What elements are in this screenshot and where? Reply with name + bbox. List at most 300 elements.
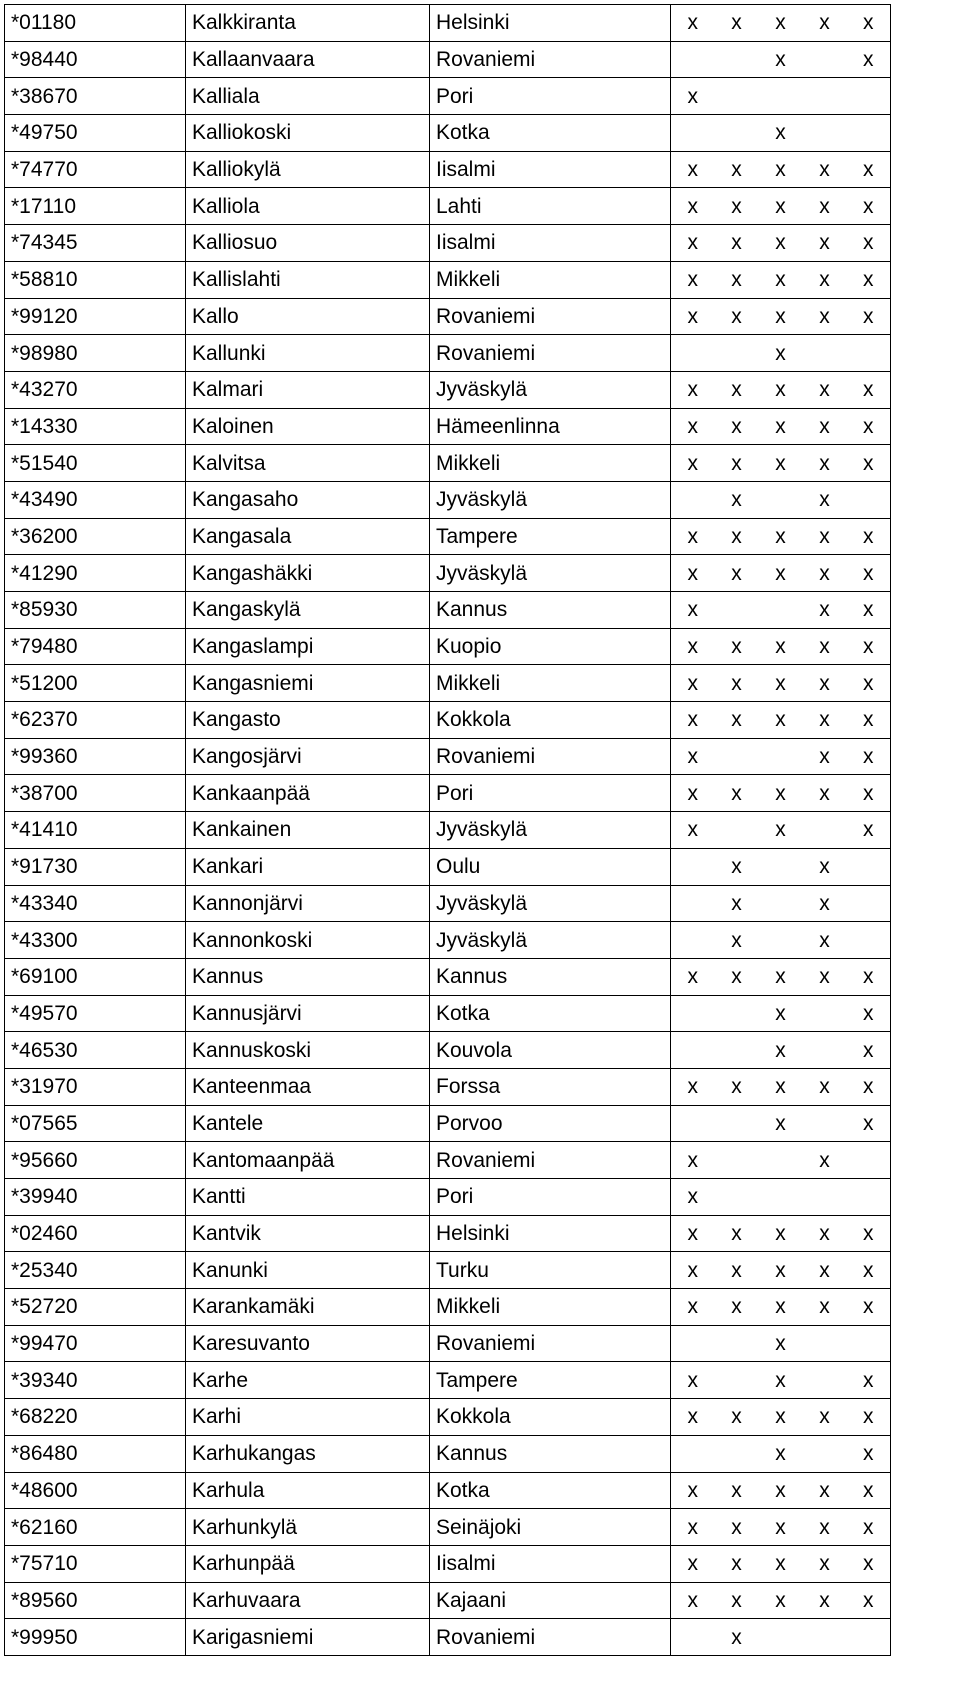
table-row bbox=[5, 188, 891, 225]
table-row bbox=[5, 1179, 891, 1216]
city-cell: Mikkeli bbox=[430, 261, 671, 298]
place-name-cell: Kantti bbox=[186, 1179, 430, 1216]
mark-cell bbox=[847, 922, 891, 959]
city-cell: Iisalmi bbox=[430, 151, 671, 188]
mark-cell bbox=[671, 995, 715, 1032]
place-name-cell: Karhunkylä bbox=[186, 1509, 430, 1546]
table-row bbox=[5, 408, 891, 445]
table-row bbox=[5, 665, 891, 702]
mark-cell: x bbox=[847, 1399, 891, 1436]
mark-cell: x bbox=[759, 1105, 803, 1142]
mark-cell: x bbox=[847, 555, 891, 592]
mark-cell: x bbox=[759, 371, 803, 408]
table-row bbox=[5, 1509, 891, 1546]
mark-cell bbox=[803, 1032, 847, 1069]
mark-cell: x bbox=[715, 848, 759, 885]
mark-cell: x bbox=[715, 5, 759, 42]
city-cell: Kokkola bbox=[430, 702, 671, 739]
mark-cell bbox=[671, 848, 715, 885]
mark-cell: x bbox=[715, 1509, 759, 1546]
mark-cell bbox=[671, 1105, 715, 1142]
mark-cell: x bbox=[671, 1289, 715, 1326]
mark-cell: x bbox=[847, 812, 891, 849]
mark-cell: x bbox=[847, 261, 891, 298]
mark-cell bbox=[803, 41, 847, 78]
table-row bbox=[5, 1582, 891, 1619]
mark-cell: x bbox=[759, 775, 803, 812]
mark-cell: x bbox=[671, 775, 715, 812]
mark-cell bbox=[847, 848, 891, 885]
city-cell: Kokkola bbox=[430, 1399, 671, 1436]
table-row bbox=[5, 1362, 891, 1399]
mark-cell: x bbox=[803, 922, 847, 959]
place-name-cell: Kantele bbox=[186, 1105, 430, 1142]
city-cell: Jyväskylä bbox=[430, 812, 671, 849]
city-cell: Kotka bbox=[430, 115, 671, 152]
mark-cell: x bbox=[671, 1362, 715, 1399]
place-name-cell: Kallo bbox=[186, 298, 430, 335]
place-name-cell: Karhi bbox=[186, 1399, 430, 1436]
mark-cell: x bbox=[715, 1582, 759, 1619]
mark-cell bbox=[847, 885, 891, 922]
place-name-cell: Kaloinen bbox=[186, 408, 430, 445]
city-cell: Jyväskylä bbox=[430, 885, 671, 922]
table-row bbox=[5, 298, 891, 335]
postal-code-cell: *14330 bbox=[5, 408, 186, 445]
mark-cell: x bbox=[715, 702, 759, 739]
table-row bbox=[5, 1435, 891, 1472]
postal-code-cell: *02460 bbox=[5, 1215, 186, 1252]
mark-cell: x bbox=[671, 628, 715, 665]
postal-code-cell: *41290 bbox=[5, 555, 186, 592]
mark-cell: x bbox=[847, 5, 891, 42]
city-cell: Kuopio bbox=[430, 628, 671, 665]
table-row bbox=[5, 151, 891, 188]
city-cell: Tampere bbox=[430, 1362, 671, 1399]
place-name-cell: Karhe bbox=[186, 1362, 430, 1399]
place-name-cell: Kangashäkki bbox=[186, 555, 430, 592]
mark-cell bbox=[759, 481, 803, 518]
mark-cell: x bbox=[759, 1325, 803, 1362]
mark-cell: x bbox=[847, 518, 891, 555]
mark-cell: x bbox=[715, 885, 759, 922]
place-name-cell: Kangasaho bbox=[186, 481, 430, 518]
mark-cell: x bbox=[759, 958, 803, 995]
mark-cell bbox=[715, 1142, 759, 1179]
city-cell: Jyväskylä bbox=[430, 371, 671, 408]
mark-cell: x bbox=[803, 1252, 847, 1289]
mark-cell bbox=[715, 78, 759, 115]
mark-cell: x bbox=[671, 408, 715, 445]
postal-code-cell: *49750 bbox=[5, 115, 186, 152]
mark-cell: x bbox=[715, 1619, 759, 1656]
mark-cell: x bbox=[847, 298, 891, 335]
mark-cell: x bbox=[759, 408, 803, 445]
postal-code-cell: *99360 bbox=[5, 738, 186, 775]
table-row bbox=[5, 775, 891, 812]
mark-cell: x bbox=[803, 1068, 847, 1105]
table-row bbox=[5, 5, 891, 42]
place-name-cell: Kalliokoski bbox=[186, 115, 430, 152]
mark-cell bbox=[847, 335, 891, 372]
mark-cell: x bbox=[847, 958, 891, 995]
city-cell: Pori bbox=[430, 775, 671, 812]
place-name-cell: Karigasniemi bbox=[186, 1619, 430, 1656]
mark-cell: x bbox=[847, 1068, 891, 1105]
mark-cell: x bbox=[803, 555, 847, 592]
place-name-cell: Kalmari bbox=[186, 371, 430, 408]
table-row bbox=[5, 812, 891, 849]
postal-code-cell: *62160 bbox=[5, 1509, 186, 1546]
mark-cell bbox=[759, 78, 803, 115]
table-row bbox=[5, 78, 891, 115]
table-row bbox=[5, 481, 891, 518]
place-name-cell: Kanteenmaa bbox=[186, 1068, 430, 1105]
mark-cell bbox=[715, 335, 759, 372]
mark-cell: x bbox=[803, 665, 847, 702]
mark-cell bbox=[803, 1105, 847, 1142]
mark-cell bbox=[671, 115, 715, 152]
postal-code-cell: *39940 bbox=[5, 1179, 186, 1216]
table-row bbox=[5, 445, 891, 482]
place-name-cell: Kallaanvaara bbox=[186, 41, 430, 78]
mark-cell: x bbox=[847, 1545, 891, 1582]
place-name-cell: Karhula bbox=[186, 1472, 430, 1509]
postal-code-cell: *43270 bbox=[5, 371, 186, 408]
mark-cell: x bbox=[671, 555, 715, 592]
city-cell: Turku bbox=[430, 1252, 671, 1289]
mark-cell: x bbox=[759, 1032, 803, 1069]
postal-code-cell: *74770 bbox=[5, 151, 186, 188]
mark-cell bbox=[759, 738, 803, 775]
mark-cell: x bbox=[847, 1252, 891, 1289]
mark-cell bbox=[847, 1142, 891, 1179]
city-cell: Jyväskylä bbox=[430, 922, 671, 959]
mark-cell: x bbox=[715, 371, 759, 408]
mark-cell: x bbox=[759, 1252, 803, 1289]
mark-cell: x bbox=[671, 592, 715, 629]
city-cell: Jyväskylä bbox=[430, 555, 671, 592]
mark-cell: x bbox=[803, 518, 847, 555]
city-cell: Kannus bbox=[430, 592, 671, 629]
mark-cell: x bbox=[715, 775, 759, 812]
mark-cell: x bbox=[671, 1179, 715, 1216]
city-cell: Kotka bbox=[430, 995, 671, 1032]
city-cell: Jyväskylä bbox=[430, 481, 671, 518]
mark-cell: x bbox=[847, 592, 891, 629]
place-name-cell: Kanunki bbox=[186, 1252, 430, 1289]
table-row bbox=[5, 1215, 891, 1252]
postal-code-cell: *99120 bbox=[5, 298, 186, 335]
table-row bbox=[5, 958, 891, 995]
mark-cell bbox=[671, 41, 715, 78]
city-cell: Lahti bbox=[430, 188, 671, 225]
place-name-cell: Kankainen bbox=[186, 812, 430, 849]
mark-cell: x bbox=[759, 1289, 803, 1326]
place-name-cell: Kangosjärvi bbox=[186, 738, 430, 775]
mark-cell: x bbox=[715, 408, 759, 445]
place-name-cell: Kangasto bbox=[186, 702, 430, 739]
place-name-cell: Karhuvaara bbox=[186, 1582, 430, 1619]
place-name-cell: Kalliosuo bbox=[186, 225, 430, 262]
mark-cell: x bbox=[803, 1545, 847, 1582]
mark-cell: x bbox=[671, 1582, 715, 1619]
mark-cell: x bbox=[671, 812, 715, 849]
mark-cell bbox=[715, 738, 759, 775]
city-cell: Rovaniemi bbox=[430, 1619, 671, 1656]
mark-cell: x bbox=[671, 1399, 715, 1436]
postal-code-cell: *17110 bbox=[5, 188, 186, 225]
mark-cell: x bbox=[803, 1289, 847, 1326]
mark-cell bbox=[671, 885, 715, 922]
mark-cell: x bbox=[759, 225, 803, 262]
place-name-cell: Karhunpää bbox=[186, 1545, 430, 1582]
city-cell: Pori bbox=[430, 1179, 671, 1216]
city-cell: Porvoo bbox=[430, 1105, 671, 1142]
mark-cell: x bbox=[803, 298, 847, 335]
city-cell: Mikkeli bbox=[430, 1289, 671, 1326]
mark-cell: x bbox=[803, 1215, 847, 1252]
mark-cell bbox=[759, 922, 803, 959]
postal-code-cell: *52720 bbox=[5, 1289, 186, 1326]
mark-cell: x bbox=[671, 518, 715, 555]
postal-code-cell: *85930 bbox=[5, 592, 186, 629]
mark-cell: x bbox=[803, 481, 847, 518]
mark-cell: x bbox=[715, 1472, 759, 1509]
mark-cell: x bbox=[847, 1362, 891, 1399]
mark-cell: x bbox=[671, 151, 715, 188]
mark-cell: x bbox=[715, 151, 759, 188]
city-cell: Helsinki bbox=[430, 5, 671, 42]
mark-cell bbox=[759, 1179, 803, 1216]
mark-cell: x bbox=[847, 445, 891, 482]
mark-cell: x bbox=[671, 1068, 715, 1105]
mark-cell: x bbox=[803, 1509, 847, 1546]
mark-cell: x bbox=[715, 922, 759, 959]
mark-cell: x bbox=[715, 445, 759, 482]
table-row bbox=[5, 555, 891, 592]
mark-cell: x bbox=[759, 1068, 803, 1105]
city-cell: Forssa bbox=[430, 1068, 671, 1105]
mark-cell: x bbox=[759, 1509, 803, 1546]
mark-cell: x bbox=[803, 1472, 847, 1509]
table-row bbox=[5, 1032, 891, 1069]
place-name-cell: Karesuvanto bbox=[186, 1325, 430, 1362]
table-row bbox=[5, 628, 891, 665]
mark-cell: x bbox=[803, 188, 847, 225]
mark-cell bbox=[671, 1325, 715, 1362]
place-name-cell: Karhukangas bbox=[186, 1435, 430, 1472]
mark-cell: x bbox=[847, 1582, 891, 1619]
postal-code-cell: *39340 bbox=[5, 1362, 186, 1399]
mark-cell: x bbox=[803, 445, 847, 482]
mark-cell bbox=[847, 1179, 891, 1216]
mark-cell: x bbox=[759, 115, 803, 152]
mark-cell: x bbox=[759, 1215, 803, 1252]
mark-cell: x bbox=[803, 738, 847, 775]
table-row bbox=[5, 335, 891, 372]
mark-cell bbox=[671, 1435, 715, 1472]
mark-cell: x bbox=[671, 1472, 715, 1509]
mark-cell: x bbox=[759, 298, 803, 335]
mark-cell: x bbox=[847, 408, 891, 445]
mark-cell: x bbox=[715, 958, 759, 995]
mark-cell: x bbox=[671, 225, 715, 262]
mark-cell: x bbox=[759, 665, 803, 702]
mark-cell: x bbox=[847, 1289, 891, 1326]
place-name-cell: Kangaskylä bbox=[186, 592, 430, 629]
mark-cell: x bbox=[715, 261, 759, 298]
city-cell: Pori bbox=[430, 78, 671, 115]
mark-cell bbox=[715, 1325, 759, 1362]
mark-cell: x bbox=[671, 371, 715, 408]
mark-cell: x bbox=[847, 1435, 891, 1472]
mark-cell: x bbox=[803, 702, 847, 739]
table-row bbox=[5, 592, 891, 629]
table-row bbox=[5, 1105, 891, 1142]
mark-cell: x bbox=[803, 885, 847, 922]
mark-cell: x bbox=[803, 1582, 847, 1619]
mark-cell: x bbox=[847, 1032, 891, 1069]
mark-cell: x bbox=[759, 555, 803, 592]
mark-cell bbox=[803, 1619, 847, 1656]
mark-cell: x bbox=[847, 1472, 891, 1509]
mark-cell: x bbox=[671, 188, 715, 225]
place-name-cell: Kallislahti bbox=[186, 261, 430, 298]
mark-cell: x bbox=[759, 812, 803, 849]
city-cell: Iisalmi bbox=[430, 225, 671, 262]
place-name-cell: Kalkkiranta bbox=[186, 5, 430, 42]
mark-cell: x bbox=[803, 1399, 847, 1436]
table-row bbox=[5, 995, 891, 1032]
city-cell: Tampere bbox=[430, 518, 671, 555]
mark-cell: x bbox=[715, 298, 759, 335]
mark-cell: x bbox=[671, 1545, 715, 1582]
mark-cell: x bbox=[847, 371, 891, 408]
place-name-cell: Kangaslampi bbox=[186, 628, 430, 665]
mark-cell: x bbox=[803, 225, 847, 262]
place-name-cell: Kalliala bbox=[186, 78, 430, 115]
mark-cell: x bbox=[715, 1068, 759, 1105]
table-row bbox=[5, 848, 891, 885]
postal-code-cell: *74345 bbox=[5, 225, 186, 262]
place-name-cell: Kalvitsa bbox=[186, 445, 430, 482]
place-name-cell: Kannuskoski bbox=[186, 1032, 430, 1069]
mark-cell: x bbox=[803, 848, 847, 885]
mark-cell: x bbox=[715, 1399, 759, 1436]
postal-code-cell: *75710 bbox=[5, 1545, 186, 1582]
city-cell: Seinäjoki bbox=[430, 1509, 671, 1546]
mark-cell bbox=[803, 995, 847, 1032]
postal-code-cell: *99470 bbox=[5, 1325, 186, 1362]
table-row bbox=[5, 1252, 891, 1289]
mark-cell: x bbox=[847, 738, 891, 775]
table-row bbox=[5, 518, 891, 555]
city-cell: Helsinki bbox=[430, 1215, 671, 1252]
mark-cell: x bbox=[671, 78, 715, 115]
mark-cell: x bbox=[847, 628, 891, 665]
mark-cell: x bbox=[759, 1582, 803, 1619]
table-row bbox=[5, 922, 891, 959]
mark-cell: x bbox=[715, 225, 759, 262]
mark-cell: x bbox=[803, 775, 847, 812]
city-cell: Kouvola bbox=[430, 1032, 671, 1069]
mark-cell: x bbox=[803, 261, 847, 298]
table-row bbox=[5, 261, 891, 298]
mark-cell bbox=[847, 481, 891, 518]
postal-code-cell: *62370 bbox=[5, 702, 186, 739]
postal-code-cell: *31970 bbox=[5, 1068, 186, 1105]
postal-code-cell: *68220 bbox=[5, 1399, 186, 1436]
mark-cell bbox=[803, 115, 847, 152]
mark-cell: x bbox=[671, 1215, 715, 1252]
table-row bbox=[5, 1399, 891, 1436]
mark-cell bbox=[803, 1362, 847, 1399]
city-cell: Mikkeli bbox=[430, 665, 671, 702]
mark-cell: x bbox=[715, 481, 759, 518]
postal-code-cell: *41410 bbox=[5, 812, 186, 849]
place-name-cell: Kantvik bbox=[186, 1215, 430, 1252]
mark-cell: x bbox=[671, 1252, 715, 1289]
mark-cell: x bbox=[759, 1472, 803, 1509]
mark-cell bbox=[715, 1362, 759, 1399]
mark-cell: x bbox=[847, 1509, 891, 1546]
mark-cell: x bbox=[759, 702, 803, 739]
mark-cell bbox=[847, 115, 891, 152]
mark-cell: x bbox=[715, 628, 759, 665]
mark-cell bbox=[803, 1435, 847, 1472]
postal-code-cell: *89560 bbox=[5, 1582, 186, 1619]
mark-cell: x bbox=[671, 1142, 715, 1179]
mark-cell: x bbox=[847, 1105, 891, 1142]
mark-cell: x bbox=[671, 738, 715, 775]
mark-cell bbox=[715, 1179, 759, 1216]
postal-code-cell: *98440 bbox=[5, 41, 186, 78]
postal-code-cell: *79480 bbox=[5, 628, 186, 665]
mark-cell: x bbox=[715, 1289, 759, 1326]
mark-cell: x bbox=[847, 151, 891, 188]
table-row bbox=[5, 1545, 891, 1582]
place-name-cell: Kantomaanpää bbox=[186, 1142, 430, 1179]
mark-cell: x bbox=[803, 151, 847, 188]
mark-cell bbox=[803, 1325, 847, 1362]
postal-code-cell: *38700 bbox=[5, 775, 186, 812]
mark-cell: x bbox=[671, 665, 715, 702]
table-row bbox=[5, 738, 891, 775]
place-name-cell: Kannonjärvi bbox=[186, 885, 430, 922]
mark-cell: x bbox=[671, 1509, 715, 1546]
mark-cell: x bbox=[847, 775, 891, 812]
mark-cell: x bbox=[715, 518, 759, 555]
place-name-cell: Kalliola bbox=[186, 188, 430, 225]
mark-cell: x bbox=[847, 665, 891, 702]
postal-code-cell: *38670 bbox=[5, 78, 186, 115]
postal-code-table bbox=[4, 4, 891, 1656]
postal-code-cell: *36200 bbox=[5, 518, 186, 555]
postal-code-cell: *86480 bbox=[5, 1435, 186, 1472]
postal-code-cell: *51200 bbox=[5, 665, 186, 702]
postal-code-cell: *98980 bbox=[5, 335, 186, 372]
mark-cell bbox=[715, 41, 759, 78]
mark-cell: x bbox=[803, 1142, 847, 1179]
city-cell: Rovaniemi bbox=[430, 335, 671, 372]
mark-cell bbox=[847, 78, 891, 115]
mark-cell: x bbox=[715, 1545, 759, 1582]
mark-cell bbox=[715, 1032, 759, 1069]
place-name-cell: Kankaanpää bbox=[186, 775, 430, 812]
mark-cell: x bbox=[671, 445, 715, 482]
mark-cell bbox=[759, 1142, 803, 1179]
